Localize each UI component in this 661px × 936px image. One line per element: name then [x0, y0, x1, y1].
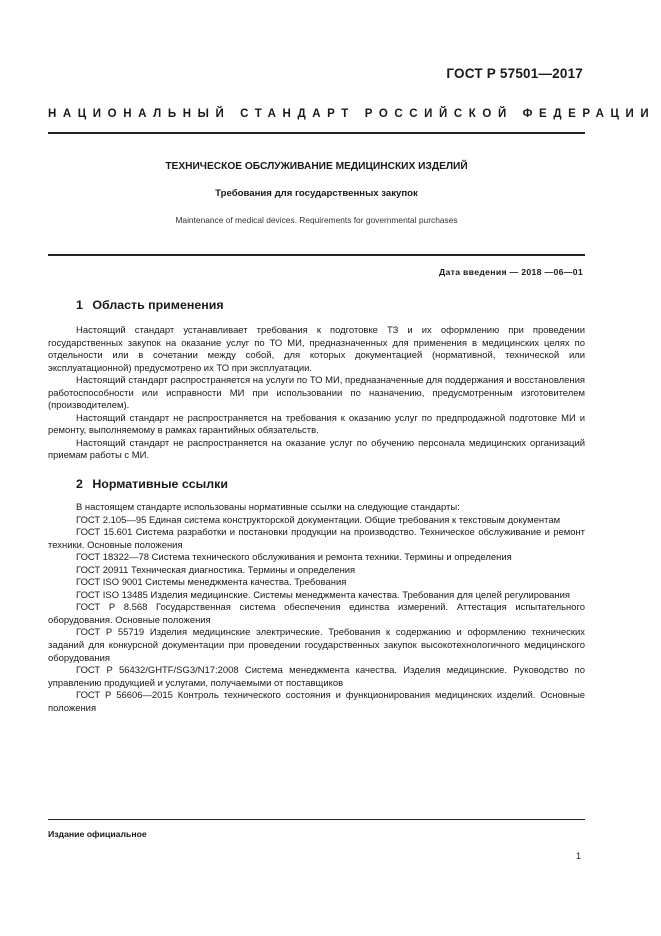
reference-item: ГОСТ Р 55719 Изделия медицинские электрические. Требования к содержанию и оформлению технических заданий для конкурсной документации при проведении государственных закупок высокотехнологичного медицинского оборудования	[48, 627, 585, 664]
top-divider	[48, 132, 585, 134]
introduction-date: Дата введения — 2018 —06—01	[439, 267, 583, 277]
section-title: Область применения	[92, 298, 224, 312]
reference-item: ГОСТ 18322—78 Система технического обслуживания и ремонта техники. Термины и определения	[76, 552, 512, 564]
section-number: 1	[76, 298, 83, 312]
reference-item: ГОСТ Р 56432/GHTF/SG3/N17:2008 Система менеджмента качества. Изделия медицинские. Руководство по управлению продукцией и услугами, получаемыми от поставщиков	[48, 665, 585, 689]
reference-item: ГОСТ Р 8.568 Государственная система обеспечения единства измерений. Аттестация испытательного оборудования. Основные положения	[48, 602, 585, 626]
reference-item: ГОСТ Р 56606—2015 Контроль технического состояния и функционирования медицинских изделий. Основные положения	[48, 690, 585, 714]
title-divider	[48, 254, 585, 256]
official-edition-label: Издание официальное	[48, 829, 147, 839]
reference-item: ГОСТ 2.105—95 Единая система конструкторской документации. Общие требования к текстовым документам	[76, 514, 561, 526]
page-number: 1	[575, 851, 581, 861]
reference-item: ГОСТ 15.601 Система разработки и постановки продукции на производство. Техническое обслуживание и ремонт техники. Основные положения	[48, 527, 585, 551]
document-title: ТЕХНИЧЕСКОЕ ОБСЛУЖИВАНИЕ МЕДИЦИНСКИХ ИЗДЕЛИЙ	[165, 161, 468, 172]
paragraph: Настоящий стандарт не распространяется на требования к оказанию услуг по предпродажной подготовке МИ и ремонту, выполняемому в рамках гарантийных обязательств.	[48, 412, 585, 437]
paragraph: Настоящий стандарт устанавливает требования к подготовке ТЗ и их оформлению при проведении государственных закупок на оказание услуг по ТО МИ, предназначенных для применения в медицинских целях по отдельности или в сочетании между собой, для которых документацией (нормативной, технической или эксплуатационной) предусмотрено их ТО при эксплуатации.	[48, 325, 585, 374]
national-standard-banner: НАЦИОНАЛЬНЫЙ СТАНДАРТ РОССИЙСКОЙ ФЕДЕРАЦИИ	[48, 108, 656, 120]
english-title: Maintenance of medical devices. Requirements for governmental purchases	[175, 215, 458, 225]
section-heading-references	[76, 476, 585, 492]
footer-divider	[48, 819, 585, 820]
document-body	[48, 297, 585, 715]
reference-item: ГОСТ ISO 9001 Системы менеджмента качества. Требования	[76, 577, 347, 589]
section-heading-scope	[76, 297, 585, 313]
section-number: 2	[76, 477, 83, 492]
reference-item: ГОСТ ISO 13485 Изделия медицинские. Системы менеджмента качества. Требования для целей регулирования	[76, 589, 570, 601]
section-title: Нормативные ссылки	[92, 477, 228, 492]
document-subtitle: Требования для государственных закупок	[215, 188, 418, 199]
paragraph: В настоящем стандарте использованы нормативные ссылки на следующие стандарты:	[76, 502, 460, 514]
reference-item: ГОСТ 20911 Техническая диагностика. Термины и определения	[76, 564, 356, 576]
paragraph: Настоящий стандарт распространяется на услуги по ТО МИ, предназначенные для поддержания и восстановления работоспособности или исправности МИ при использовании по назначению, предусмотренным изготовителем (производителем).	[48, 375, 585, 412]
paragraph: Настоящий стандарт не распространяется на оказание услуг по обучению персонала медицинских организаций приемам работы с МИ.	[48, 437, 585, 462]
gost-code: ГОСТ Р 57501—2017	[446, 66, 583, 81]
